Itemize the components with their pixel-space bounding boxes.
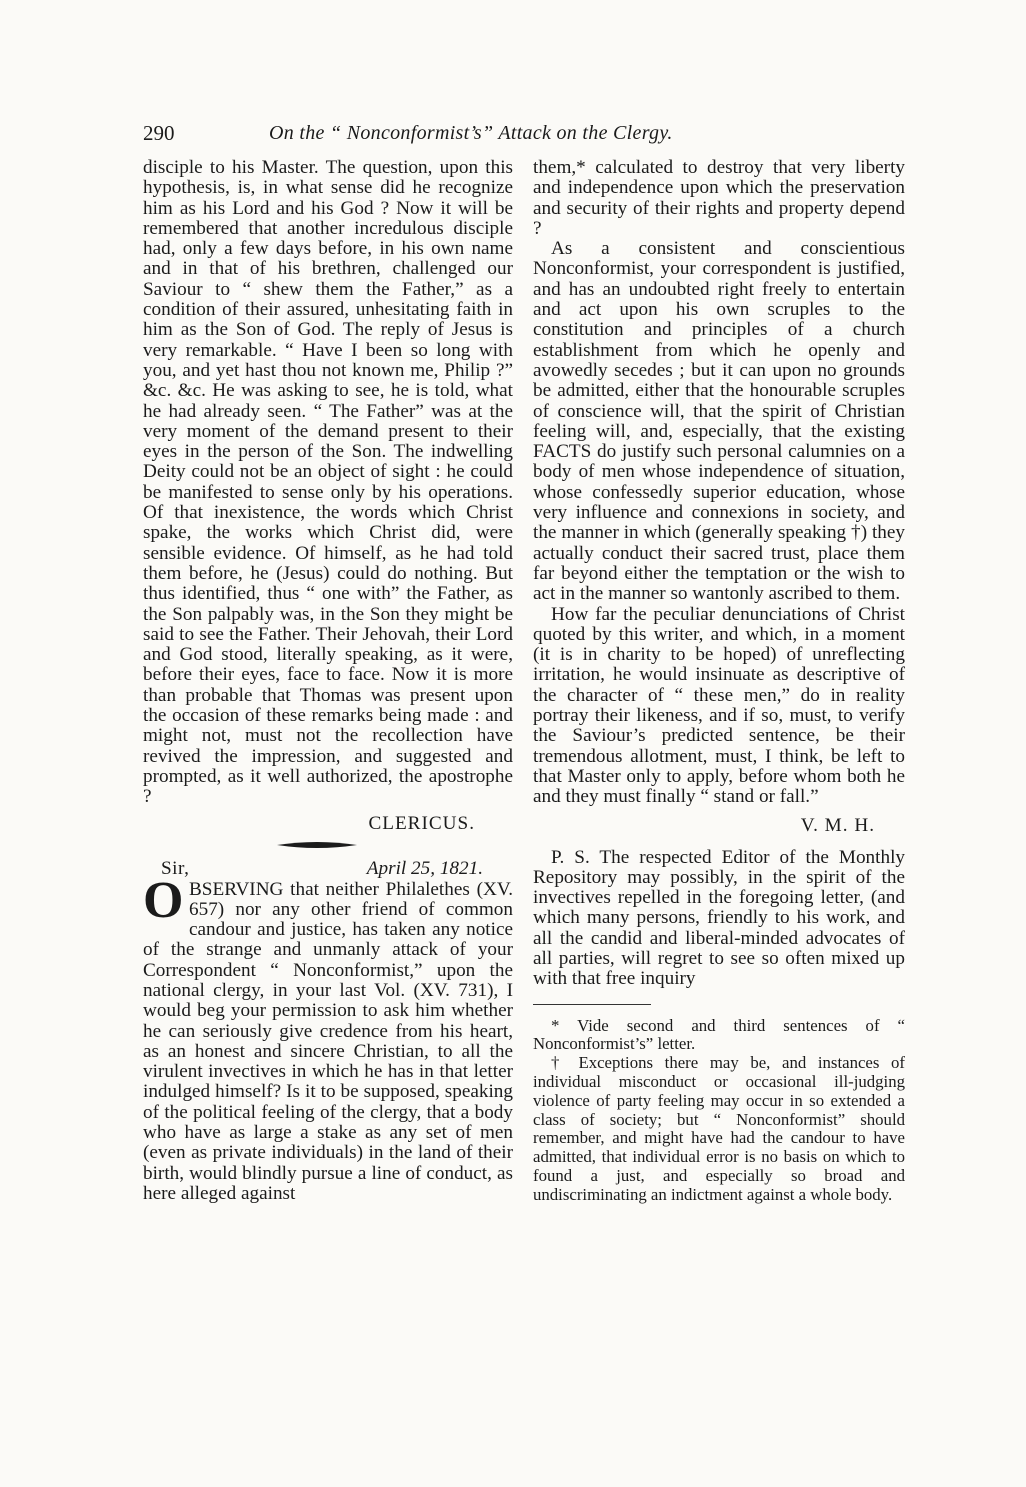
postscript: P. S. The respected Editor of the Monthly Repository may possibly, in the spirit of the invectives repelled in the foregoing letter, (and which many persons, friendly to his work, and all the candid and liberal-minded advocates of all parties, will regret to see so often mixed up with that free inquiry xyxy=(533,846,905,990)
letter-date: April 25, 1821. xyxy=(366,857,483,879)
left-column xyxy=(143,158,513,1204)
drop-cap: O xyxy=(143,871,184,929)
signature-clericus: CLERICUS. xyxy=(368,812,475,834)
running-head xyxy=(143,118,905,148)
letter-two-body: BSERVING that neither Philalethes (XV. 657) nor any other friend of common candour and justice, has taken any notice of the strange and unmanly attack of your Correspondent “ Nonconformist,” upon the national clergy, in your last Vol. (XV. 731), I would beg your permission to ask him whether he can seriously give credence from his heart, as an honest and sincere Christian, to all the virulent invectives in which he has in that letter indulged himself? Is it to be supposed, speaking of the political feeling of the clergy, that a body who have as large a stake as any set of men (even as private individuals) in the land of their birth, would blindly pursue a line of conduct, as here alleged against xyxy=(143,878,513,1204)
running-head-title: On the “ Nonconformist’s” Attack on the Clergy. xyxy=(269,122,673,144)
signature-vmh: V. M. H. xyxy=(800,814,875,836)
page-number: 290 xyxy=(143,121,175,145)
tapered-rule-icon xyxy=(277,840,357,850)
right-column xyxy=(533,158,905,1205)
footnote-one: * Vide second and third sentences of “ Nonconformist’s” letter. xyxy=(533,1015,905,1054)
letter-one-body: disciple to his Master. The question, upon this hypothesis, is, in what sense did he recognize him as his Lord and his God ? Now it will be remembered that another incredulous disciple had, only a few days before, in his own name and in that of his brethren, challenged our Saviour to “ shew them the Father,” as a condition of their assured, unhesitating faith in him as the Son of God. The reply of Jesus is very remarkable. “ Have I been so long with you, and yet hast thou not known me, Philip ?” &c. &c. He was asking to see, he is told, what he had already seen. “ The Father” was at the very moment of the demand present to their eyes in the person of the Son. The indwelling Deity could not be an object of sight : he could be manifested to sense only by his operations. Of that inexistence, the words which Christ spake, the works which Christ did, were sensible evidence. Of himself, as he had told them before, he (Jesus) could do nothing. But thus identified, thus “ one with” the Father, as the Son palpably was, in the Son they might be said to see the Father. Their Jehovah, their Lord and God stood, literally speaking, as it were, before their eyes, face to face. Now it is more than probable that Thomas was present upon the occasion of these remarks being made : and might not, must not the recollection have revived the impression, and suggested and prompted, as it well authorized, the apostrophe ? xyxy=(143,157,513,808)
letter-two-paragraph xyxy=(143,871,513,1205)
salutation-line xyxy=(143,858,513,880)
postscript-section xyxy=(533,848,905,990)
footnotes xyxy=(533,1017,905,1205)
footnote-two: † Exceptions there may be, and instances of individual misconduct or occasional ill-judging violence of party feeling may occur in so extended a class of society; but “ Nonconformist” should remember, and might have had the candour to have admitted, that individual error is no basis on which to found a just, and especially so broad and undiscriminating an indictment against a whole body. xyxy=(533,1053,905,1204)
section-divider xyxy=(143,836,513,858)
right-paragraph-one: them,* calculated to destroy that very liberty and independence upon which the preservation and security of their rights and property depend ? xyxy=(533,157,905,239)
right-paragraph-two: As a consistent and conscientious Nonconformist, your correspondent is justified, and has an undoubted right freely to entertain and act upon his own scruples to the constitution and principles of a church establishment from which he openly and avowedly secedes ; but it can upon no grounds be admitted, either that the honourable scruples of conscience will, that the spirit of Christian feeling will, and, especially, that the existing FACTS do justify such personal calumnies on a body of men whose independence of situation, whose confessedly superior education, whose very influence and connexions in society, and the manner in which (generally speaking †) they actually conduct their sacred trust, place them far beyond either the temptation or the wish to act in the manner so wantonly ascribed to them. xyxy=(533,238,905,605)
right-paragraph-three: How far the peculiar denunciations of Christ quoted by this writer, and which, in a moment (it is in charity to be hoped) of unreflecting irritation, he would insinuate as descriptive of the character of “ these men,” do in reality portray their likeness, and if so, must, to verify the Saviour’s predicted sentence, be their tremendous allotment, must, I think, be left to that Master only to apply, before whom both he and they must finally “ stand or fall.” xyxy=(533,603,905,808)
salutation: Sir, xyxy=(161,857,190,879)
footnote-rule xyxy=(533,1004,651,1005)
